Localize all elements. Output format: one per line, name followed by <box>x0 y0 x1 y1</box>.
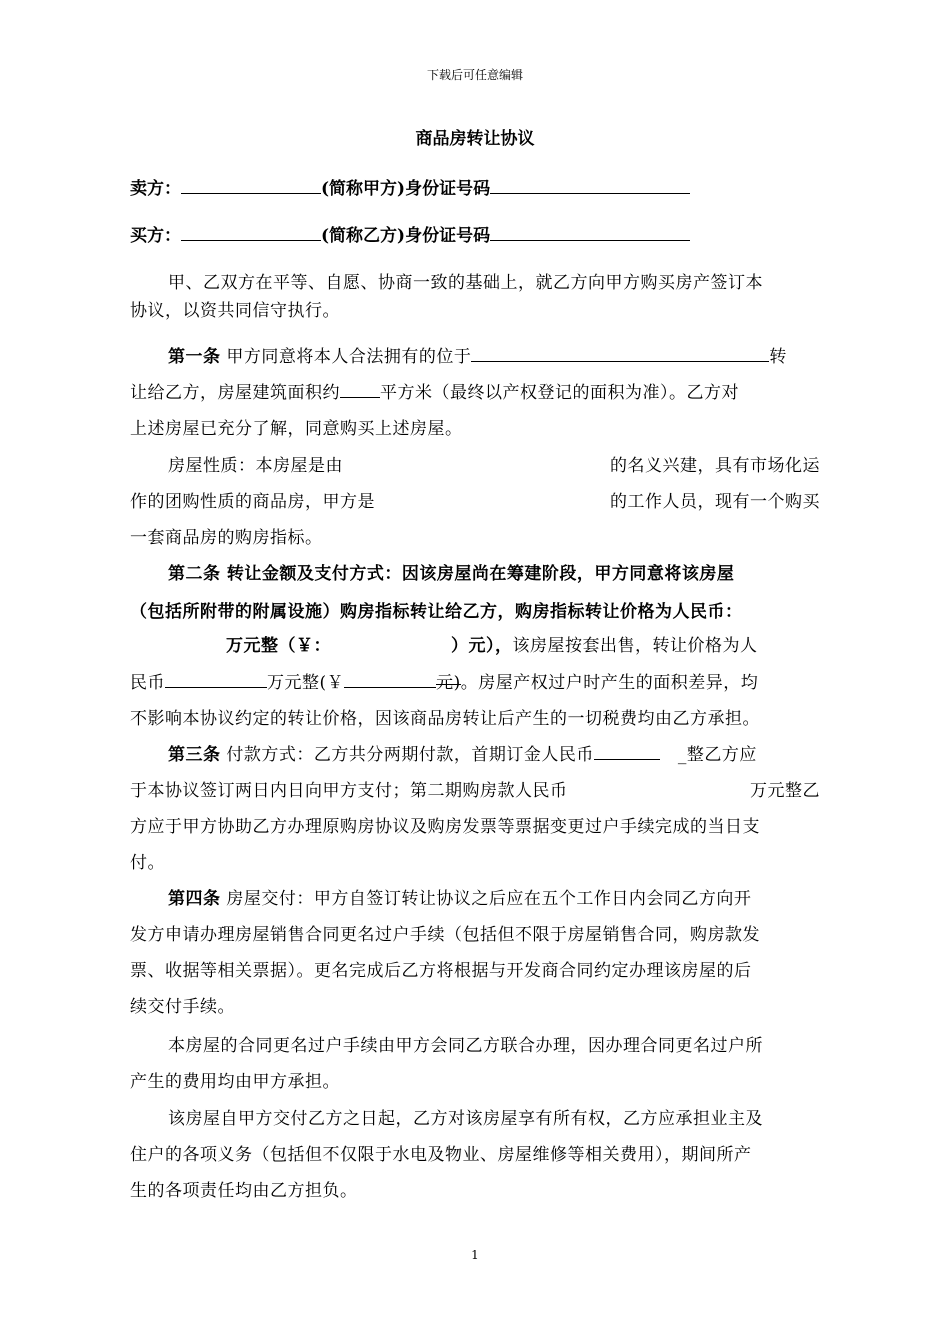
seller-id-blank[interactable] <box>490 175 690 194</box>
buyer-mid: (简称乙方)身份证号码 <box>321 226 491 246</box>
intro-line-1: 甲、乙双方在平等、自愿、协商一致的基础上，就乙方向甲方购买房产签订本 <box>168 273 763 293</box>
article3-line-2 <box>130 776 820 801</box>
article3-heading: 第三条 <box>168 745 221 765</box>
article2-line-5: 不影响本协议约定的转让价格，因该商品房转让后产生的一切税费均由乙方承担。 <box>130 709 760 729</box>
buyer-label: 买方： <box>130 226 181 246</box>
seller-line <box>130 174 690 199</box>
page-number: 1 <box>471 1248 479 1262</box>
article1-text: 甲方同意将本人合法拥有的位于 <box>220 347 472 367</box>
article1-line-1 <box>168 342 858 367</box>
article3-text: 付款方式：乙方共分两期付款，首期订金人民币 <box>220 745 594 765</box>
article3-line-4: 付。 <box>130 853 165 873</box>
article3-text-end: _整乙方应 <box>677 745 757 765</box>
seller-name-blank[interactable] <box>181 175 321 194</box>
article2-line-4 <box>130 668 820 693</box>
article4-line-1 <box>168 884 858 909</box>
article4-line-4: 续交付手续。 <box>130 997 235 1017</box>
p5-line-1: 本房屋的合同更名过户手续由甲方会同乙方联合办理，因办理合同更名过户所 <box>168 1036 763 1056</box>
article2-line-3 <box>226 631 820 656</box>
article1-line-3: 上述房屋已充分了解，同意购买上述房屋。 <box>130 419 463 439</box>
article1-line-2 <box>130 378 820 403</box>
yuan-text: 元) <box>436 668 461 685</box>
rmb-text: 民币 <box>130 673 165 693</box>
article3-line-3: 方应于甲方协助乙方办理原购房协议及购房发票等票据变更过户手续完成的当日支 <box>130 817 760 837</box>
area-blank[interactable] <box>340 381 380 398</box>
article3-text-2: 于本协议签订两日内日向甲方支付；第二期购房款人民币 <box>130 781 568 801</box>
price-words: 万元整（￥： <box>226 636 331 656</box>
p6-line-2: 住户的各项义务（包括但不仅限于水电及物业、房屋维修等相关费用），期间所产 <box>130 1145 752 1165</box>
price-close: ）元）， <box>451 636 513 656</box>
article2-line-2: （包括所附带的附属设施）购房指标转让给乙方，购房指标转让价格为人民币： <box>130 602 743 622</box>
total-wan-blank[interactable] <box>165 671 267 688</box>
page-header: 下载后可任意编辑 <box>426 68 523 82</box>
intro-line-2: 协议，以资共同信守执行。 <box>130 301 340 321</box>
article3-line-1 <box>168 740 820 765</box>
buyer-line <box>130 221 690 246</box>
location-blank[interactable] <box>471 345 769 362</box>
buyer-id-blank[interactable] <box>490 222 690 241</box>
article3-text-3: 万元整乙 <box>750 781 820 801</box>
nature-text-a: 房屋性质：本房屋是由 <box>168 456 343 476</box>
deposit-blank[interactable] <box>594 743 660 760</box>
nature-line-2 <box>130 487 820 512</box>
nature-line-1 <box>168 451 820 476</box>
nature-text-b: 的名义兴建，具有市场化运 <box>610 456 820 476</box>
nature-text-c: 作的团购性质的商品房，甲方是 <box>130 492 375 512</box>
article4-text: 房屋交付：甲方自签订转让协议之后应在五个工作日内会同乙方向开 <box>220 889 752 909</box>
article4-line-3: 票、收据等相关票据）。更名完成后乙方将根据与开发商合同约定办理该房屋的后 <box>130 961 752 981</box>
article1-area-text: 让给乙方，房屋建筑面积约 <box>130 383 340 403</box>
wan-text: 万元整(￥ <box>267 673 345 693</box>
p6-line-1: 该房屋自甲方交付乙方之日起，乙方对该房屋享有所有权，乙方应承担业主及 <box>168 1109 763 1129</box>
total-yuan-blank[interactable] <box>344 671 436 688</box>
nature-line-3: 一套商品房的购房指标。 <box>130 528 323 548</box>
buyer-name-blank[interactable] <box>181 222 321 241</box>
article1-text-end: 转 <box>769 347 787 367</box>
p5-line-2: 产生的费用均由甲方承担。 <box>130 1072 340 1092</box>
nature-text-d: 的工作人员，现有一个购买 <box>610 492 820 512</box>
document-title: 商品房转让协议 <box>415 129 535 149</box>
article4-line-2: 发方申请办理房屋销售合同更名过户手续（包括但不限于房屋销售合同，购房款发 <box>130 925 760 945</box>
p6-line-3: 生的各项责任均由乙方担负。 <box>130 1181 358 1201</box>
article2-text: 该房屋按套出售，转让价格为人 <box>512 636 758 656</box>
article2-area-text: 。房屋产权过户时产生的面积差异，均 <box>460 673 759 693</box>
seller-label: 卖方： <box>130 179 181 199</box>
article1-heading: 第一条 <box>168 347 221 367</box>
article1-area-unit: 平方米（最终以产权登记的面积为准）。乙方对 <box>380 383 739 403</box>
article4-heading: 第四条 <box>168 889 221 909</box>
article2-line-1: 第二条 转让金额及支付方式：因该房屋尚在筹建阶段，甲方同意将该房屋 <box>168 564 735 584</box>
seller-mid: (简称甲方)身份证号码 <box>321 179 491 199</box>
